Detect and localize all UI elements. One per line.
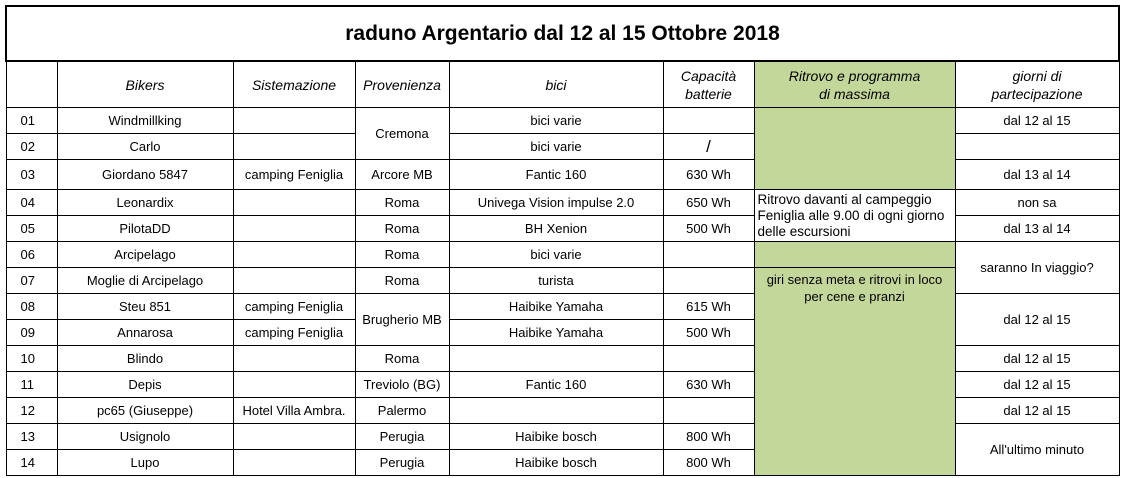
capacita-cell: 500 Wh — [663, 216, 754, 242]
biker-name: Carlo — [57, 134, 233, 160]
header-capacita-line1: Capacità — [680, 67, 737, 84]
capacita-cell: 500 Wh — [663, 320, 754, 346]
header-capacita — [663, 61, 754, 108]
capacita-cell — [663, 268, 754, 294]
header-ritrovo-line1: Ritrovo e programma — [788, 67, 921, 84]
header-num — [6, 61, 57, 108]
provenienza-cell: Cremona — [355, 108, 449, 160]
sistemazione-cell — [233, 216, 355, 242]
sistemazione-cell: camping Feniglia — [233, 320, 355, 346]
programma-note: giri senza meta e ritrovi in loco per cene e pranzi — [754, 268, 955, 476]
green-block-top — [754, 108, 955, 190]
biker-name: Blindo — [57, 346, 233, 372]
biker-name: Usignolo — [57, 424, 233, 450]
header-bici: bici — [449, 61, 663, 108]
capacita-cell: 800 Wh — [663, 450, 754, 476]
bici-cell: bici varie — [449, 242, 663, 268]
giorni-cell: All'ultimo minuto — [955, 424, 1119, 476]
bici-cell: Fantic 160 — [449, 160, 663, 190]
biker-name: Windmillking — [57, 108, 233, 134]
biker-name: Arcipelago — [57, 242, 233, 268]
sheet-title: raduno Argentario dal 12 al 15 Ottobre 2018 — [6, 6, 1119, 61]
capacita-cell: / — [663, 134, 754, 160]
ritrovo-note: Ritrovo davanti al campeggio Feniglia alle 9.00 di ogni giorno delle escursioni — [754, 190, 955, 242]
row-num: 02 — [6, 134, 57, 160]
capacita-cell: 615 Wh — [663, 294, 754, 320]
sistemazione-cell — [233, 268, 355, 294]
capacita-cell: 630 Wh — [663, 372, 754, 398]
sistemazione-cell: camping Feniglia — [233, 160, 355, 190]
provenienza-cell: Roma — [355, 216, 449, 242]
bici-cell: Haibike bosch — [449, 424, 663, 450]
giorni-cell: dal 12 al 15 — [955, 346, 1119, 372]
participants-table — [5, 5, 1120, 476]
provenienza-cell: Arcore MB — [355, 160, 449, 190]
biker-name: Steu 851 — [57, 294, 233, 320]
biker-name: Leonardix — [57, 190, 233, 216]
sistemazione-cell — [233, 450, 355, 476]
capacita-cell — [663, 398, 754, 424]
table-row — [6, 268, 1119, 294]
header-giorni-line2: partecipazione — [991, 85, 1083, 102]
header-giorni — [955, 61, 1119, 108]
giorni-cell: saranno In viaggio? — [955, 242, 1119, 294]
table-row — [6, 242, 1119, 268]
provenienza-cell: Perugia — [355, 450, 449, 476]
giorni-cell: dal 12 al 15 — [955, 398, 1119, 424]
biker-name: Depis — [57, 372, 233, 398]
giorni-cell: dal 12 al 15 — [955, 294, 1119, 346]
bici-cell: Haibike Yamaha — [449, 320, 663, 346]
capacita-cell — [663, 242, 754, 268]
sistemazione-cell — [233, 108, 355, 134]
biker-name: PilotaDD — [57, 216, 233, 242]
biker-name: Moglie di Arcipelago — [57, 268, 233, 294]
provenienza-cell: Roma — [355, 268, 449, 294]
green-block-mid — [754, 242, 955, 268]
bici-cell: BH Xenion — [449, 216, 663, 242]
provenienza-cell: Roma — [355, 190, 449, 216]
sistemazione-cell — [233, 242, 355, 268]
capacita-cell: 800 Wh — [663, 424, 754, 450]
capacita-cell — [663, 108, 754, 134]
table-row — [6, 108, 1119, 134]
row-num: 04 — [6, 190, 57, 216]
sistemazione-cell: camping Feniglia — [233, 294, 355, 320]
row-num: 09 — [6, 320, 57, 346]
bici-cell: Haibike bosch — [449, 450, 663, 476]
header-provenienza: Provenienza — [355, 61, 449, 108]
giorni-cell: non sa — [955, 190, 1119, 216]
capacita-cell — [663, 346, 754, 372]
provenienza-cell: Perugia — [355, 424, 449, 450]
row-num: 05 — [6, 216, 57, 242]
bici-cell — [449, 398, 663, 424]
sistemazione-cell: Hotel Villa Ambra. — [233, 398, 355, 424]
giorni-cell — [955, 134, 1119, 160]
sistemazione-cell — [233, 424, 355, 450]
biker-name: pc65 (Giuseppe) — [57, 398, 233, 424]
table-row — [6, 190, 1119, 216]
header-giorni-line1: giorni di — [1012, 67, 1062, 84]
biker-name: Annarosa — [57, 320, 233, 346]
spreadsheet — [5, 5, 1120, 476]
bici-cell: Univega Vision impulse 2.0 — [449, 190, 663, 216]
bici-cell: Haibike Yamaha — [449, 294, 663, 320]
header-ritrovo-line2: di massima — [819, 85, 890, 102]
bici-cell: turista — [449, 268, 663, 294]
sistemazione-cell — [233, 134, 355, 160]
bici-cell: bici varie — [449, 134, 663, 160]
biker-name: Giordano 5847 — [57, 160, 233, 190]
giorni-cell: dal 12 al 15 — [955, 372, 1119, 398]
provenienza-cell: Palermo — [355, 398, 449, 424]
row-num: 08 — [6, 294, 57, 320]
bici-cell — [449, 346, 663, 372]
provenienza-cell: Roma — [355, 242, 449, 268]
row-num: 01 — [6, 108, 57, 134]
row-num: 12 — [6, 398, 57, 424]
sistemazione-cell — [233, 190, 355, 216]
row-num: 14 — [6, 450, 57, 476]
sistemazione-cell — [233, 346, 355, 372]
row-num: 10 — [6, 346, 57, 372]
sistemazione-cell — [233, 372, 355, 398]
biker-name: Lupo — [57, 450, 233, 476]
header-sistemazione: Sistemazione — [233, 61, 355, 108]
header-ritrovo — [754, 61, 955, 108]
row-num: 13 — [6, 424, 57, 450]
header-capacita-line2: batterie — [685, 85, 732, 102]
capacita-cell: 630 Wh — [663, 160, 754, 190]
giorni-cell: dal 13 al 14 — [955, 160, 1119, 190]
provenienza-cell: Brugherio MB — [355, 294, 449, 346]
giorni-cell: dal 13 al 14 — [955, 216, 1119, 242]
row-num: 03 — [6, 160, 57, 190]
row-num: 06 — [6, 242, 57, 268]
row-num: 07 — [6, 268, 57, 294]
capacita-cell: 650 Wh — [663, 190, 754, 216]
bici-cell: bici varie — [449, 108, 663, 134]
provenienza-cell: Treviolo (BG) — [355, 372, 449, 398]
header-bikers: Bikers — [57, 61, 233, 108]
header-row — [6, 61, 1119, 108]
bici-cell: Fantic 160 — [449, 372, 663, 398]
provenienza-cell: Roma — [355, 346, 449, 372]
giorni-cell: dal 12 al 15 — [955, 108, 1119, 134]
row-num: 11 — [6, 372, 57, 398]
